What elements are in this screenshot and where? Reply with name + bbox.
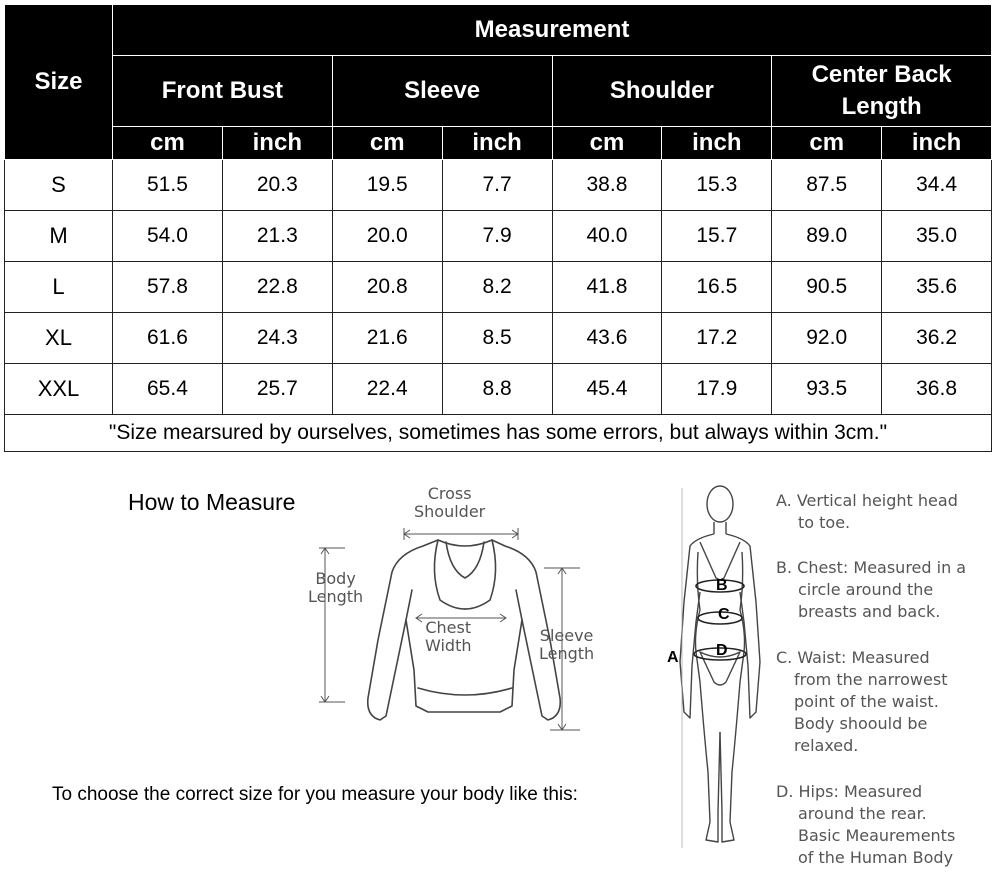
value-cell: 22.8 [222, 262, 332, 313]
value-cell: 15.3 [662, 160, 772, 211]
value-cell: 45.4 [552, 364, 662, 415]
value-cell: 24.3 [222, 313, 332, 364]
size-cell: S [5, 160, 113, 211]
value-cell: 36.2 [882, 313, 992, 364]
value-cell: 21.3 [222, 211, 332, 262]
value-cell: 35.0 [882, 211, 992, 262]
value-cell: 38.8 [552, 160, 662, 211]
value-cell: 93.5 [772, 364, 882, 415]
instruction-text: To choose the correct size for you measure your body like this: [52, 784, 578, 805]
value-cell: 51.5 [113, 160, 223, 211]
size-cell: XXL [5, 364, 113, 415]
value-cell: 16.5 [662, 262, 772, 313]
table-row [5, 313, 992, 364]
body-figure-diagram [660, 482, 770, 854]
table-row [5, 160, 992, 211]
size-header: Size [5, 5, 113, 160]
shoulder-header: Shoulder [552, 56, 772, 127]
description-d: D. Hips: Measured around the rear. Basic Meaurements of the Human Body [776, 782, 956, 867]
unit-header: inch [442, 127, 552, 160]
table-row [5, 262, 992, 313]
description-a: A. Vertical height head to toe. [776, 491, 958, 532]
value-cell: 43.6 [552, 313, 662, 364]
value-cell: 87.5 [772, 160, 882, 211]
table-row [5, 211, 992, 262]
unit-header: inch [662, 127, 772, 160]
front-bust-header: Front Bust [113, 56, 333, 127]
description-c: C. Waist: Measured from the narrowest point of the waist. Body shoould be relaxed. [776, 648, 948, 755]
value-cell: 21.6 [332, 313, 442, 364]
letter-b: B [716, 577, 728, 594]
value-cell: 15.7 [662, 211, 772, 262]
chest-width-label: Chest Width [425, 618, 472, 655]
value-cell: 17.2 [662, 313, 772, 364]
unit-header: inch [222, 127, 332, 160]
value-cell: 34.4 [882, 160, 992, 211]
value-cell: 61.6 [113, 313, 223, 364]
how-to-measure-title: How to Measure [128, 489, 296, 515]
measurement-note: "Size mearsured by ourselves, sometimes has some errors, but always within 3cm." [5, 415, 992, 452]
value-cell: 36.8 [882, 364, 992, 415]
value-cell: 7.9 [442, 211, 552, 262]
value-cell: 8.5 [442, 313, 552, 364]
unit-header: cm [552, 127, 662, 160]
value-cell: 89.0 [772, 211, 882, 262]
letter-d: D [716, 642, 728, 659]
size-cell: L [5, 262, 113, 313]
value-cell: 7.7 [442, 160, 552, 211]
value-cell: 57.8 [113, 262, 223, 313]
unit-header: inch [882, 127, 992, 160]
size-cell: XL [5, 313, 113, 364]
letter-c: C [718, 606, 730, 623]
cross-shoulder-label: Cross Shoulder [414, 484, 486, 521]
value-cell: 35.6 [882, 262, 992, 313]
value-cell: 90.5 [772, 262, 882, 313]
value-cell: 8.2 [442, 262, 552, 313]
value-cell: 41.8 [552, 262, 662, 313]
size-cell: M [5, 211, 113, 262]
unit-header: cm [332, 127, 442, 160]
unit-header: cm [772, 127, 882, 160]
value-cell: 22.4 [332, 364, 442, 415]
description-b: B. Chest: Measured in a circle around the breasts and back. [776, 558, 967, 621]
unit-header: cm [113, 127, 223, 160]
sleeve-header: Sleeve [332, 56, 552, 127]
table-row [5, 364, 992, 415]
value-cell: 20.8 [332, 262, 442, 313]
size-chart-table [4, 4, 992, 452]
value-cell: 20.3 [222, 160, 332, 211]
sleeve-length-label: Sleeve Length [539, 626, 595, 663]
value-cell: 17.9 [662, 364, 772, 415]
value-cell: 40.0 [552, 211, 662, 262]
measurement-header: Measurement [113, 5, 992, 56]
value-cell: 8.8 [442, 364, 552, 415]
value-cell: 92.0 [772, 313, 882, 364]
value-cell: 19.5 [332, 160, 442, 211]
letter-a: A [667, 649, 679, 666]
value-cell: 25.7 [222, 364, 332, 415]
value-cell: 65.4 [113, 364, 223, 415]
value-cell: 20.0 [332, 211, 442, 262]
body-length-label: Body Length [308, 569, 364, 606]
value-cell: 54.0 [113, 211, 223, 262]
center-back-length-header: Center Back Length [772, 56, 992, 127]
